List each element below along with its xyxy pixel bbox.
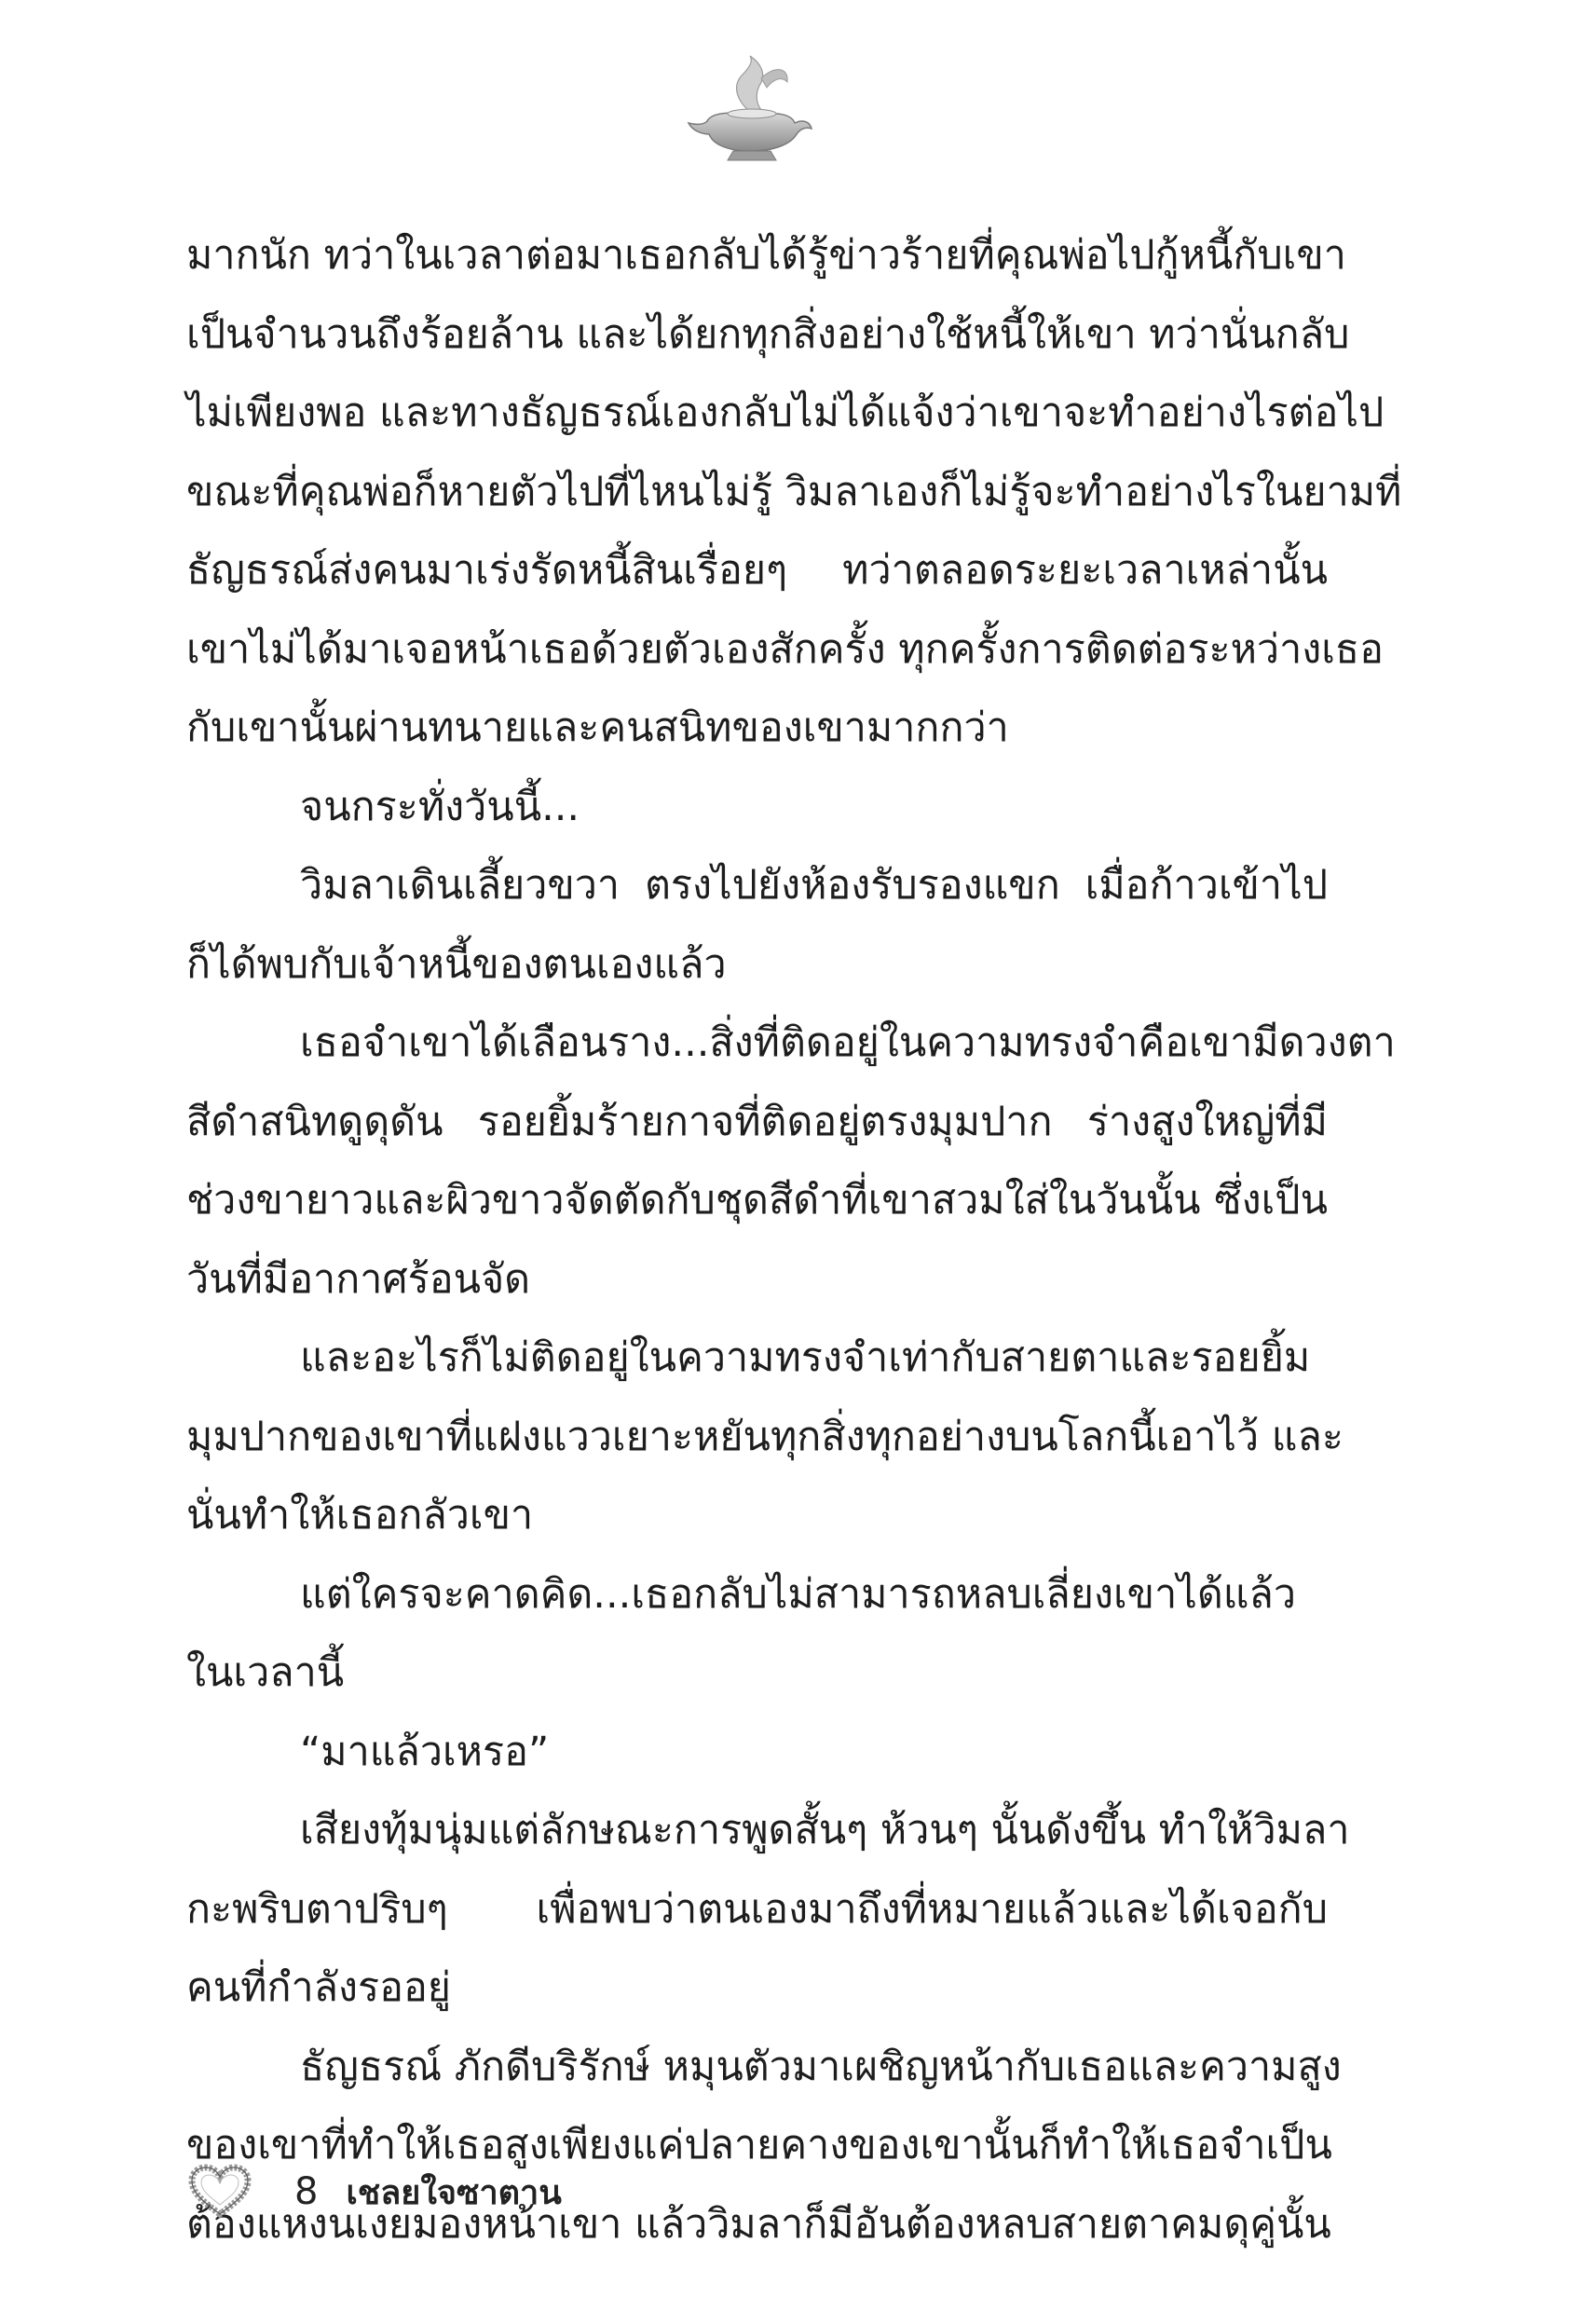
heart-wreath-icon	[186, 2164, 253, 2220]
text-line: กับเขานั้นผ่านทนายและคนสนิทของเขามากกว่า	[186, 704, 1009, 751]
text-line: กะพริบตาปริบๆ เพื่อพบว่าตนเองมาถึงที่หมายแล้วและได้เจอกับ	[186, 1885, 1328, 1933]
text-line: ก็ได้พบกับเจ้าหนี้ของตนเองแล้ว	[186, 940, 727, 988]
text-line: ของเขาที่ทำให้เธอสูงเพียงแค่ปลายคางของเขานั้นก็ทำให้เธอจำเป็น	[186, 2122, 1332, 2168]
genie-lamp-icon	[685, 54, 815, 166]
text-line: ธัญธรณ์ ภักดีบริรักษ์ หมุนตัวมาเผชิญหน้ากับเธอและความสูง	[300, 2043, 1342, 2090]
page-footer	[186, 2164, 562, 2220]
text-line: วันที่มีอากาศร้อนจัด	[186, 1255, 531, 1303]
text-line: ต้องแหงนเงยมองหน้าเขา แล้ววิมลาก็มีอันต้องหลบสายตาคมดุคู่นั้น	[186, 2200, 1331, 2248]
text-line: คนที่กำลังรออยู่	[186, 1964, 451, 2011]
text-line: เสียงทุ้มนุ่มแต่ลักษณะการพูดสั้นๆ ห้วนๆ นั้นดังขึ้น ทำให้วิมลา	[300, 1807, 1350, 1853]
page-number: 8	[294, 2170, 319, 2213]
book-title: เชลยใจซาตาน	[346, 2173, 562, 2212]
text-line: แต่ใครจะคาดคิด...เธอกลับไม่สามารถหลบเลี่ยงเขาได้แล้ว	[300, 1570, 1296, 1618]
text-line: เขาไม่ได้มาเจอหน้าเธอด้วยตัวเองสักครั้ง ทุกครั้งการติดต่อระหว่างเธอ	[186, 625, 1384, 673]
text-line: เธอจำเขาได้เลือนราง...สิ่งที่ติดอยู่ในความทรงจำคือเขามีดวงตา	[300, 1019, 1396, 1066]
text-line: นั่นทำให้เธอกลัวเขา	[186, 1492, 534, 1538]
text-line: “มาแล้วเหรอ”	[300, 1728, 550, 1775]
text-line: ไม่เพียงพอ และทางธัญธรณ์เองกลับไม่ได้แจ้งว่าเขาจะทำอย่างไรต่อไป	[186, 390, 1385, 436]
text-line: ธัญธรณ์ส่งคนมาเร่งรัดหนี้สินเรื่อยๆ ทว่าตลอดระยะเวลาเหล่านั้น	[186, 547, 1328, 594]
body-text	[186, 216, 1402, 2263]
text-line: มากนัก ทว่าในเวลาต่อมาเธอกลับได้รู้ข่าวร้ายที่คุณพ่อไปกู้หนี้กับเขา	[186, 232, 1346, 279]
text-line: วิมลาเดินเลี้ยวขวา ตรงไปยังห้องรับรองแขก เมื่อก้าวเข้าไป	[300, 862, 1328, 909]
text-line: ช่วงขายาวและผิวขาวจัดตัดกับชุดสีดำที่เขาสวมใส่ในวันนั้น ซึ่งเป็น	[186, 1177, 1328, 1224]
text-line: ขณะที่คุณพ่อก็หายตัวไปที่ไหนไม่รู้ วิมลาเองก็ไม่รู้จะทำอย่างไรในยามที่	[186, 468, 1402, 515]
text-line: เป็นจำนวนถึงร้อยล้าน และได้ยกทุกสิ่งอย่างใช้หนี้ให้เขา ทว่านั่นกลับ	[186, 310, 1350, 358]
text-line: และอะไรก็ไม่ติดอยู่ในความทรงจำเท่ากับสายตาและรอยยิ้ม	[300, 1334, 1311, 1381]
text-line: มุมปากของเขาที่แฝงแววเยาะหยันทุกสิ่งทุกอย่างบนโลกนี้เอาไว้ และ	[186, 1413, 1344, 1460]
text-line: ในเวลานี้	[186, 1649, 345, 1696]
text-line: จนกระทั่งวันนี้...	[300, 783, 580, 830]
text-line: สีดำสนิทดูดุดัน รอยยิ้มร้ายกาจที่ติดอยู่ตรงมุมปาก ร่างสูงใหญ่ที่มี	[186, 1098, 1328, 1145]
